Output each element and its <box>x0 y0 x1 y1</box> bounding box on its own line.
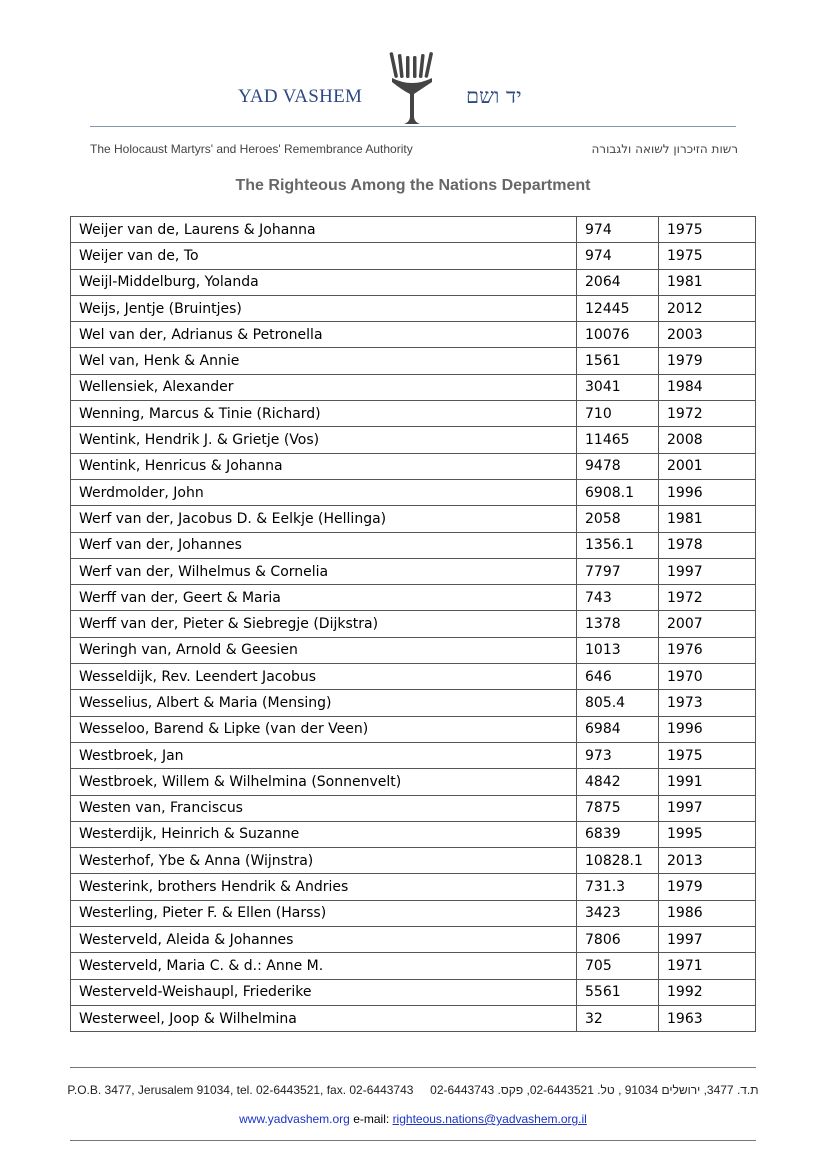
recognition-year-cell: 1972 <box>659 585 756 611</box>
recognition-year-cell: 1997 <box>659 927 756 953</box>
file-number-cell: 1378 <box>577 611 659 637</box>
table-row <box>71 953 756 979</box>
file-number-cell: 646 <box>577 664 659 690</box>
recognition-year-cell: 1996 <box>659 716 756 742</box>
honoree-name-cell: Wel van der, Adrianus & Petronella <box>71 322 577 348</box>
file-number-cell: 2064 <box>577 269 659 295</box>
table-row <box>71 374 756 400</box>
recognition-year-cell: 1984 <box>659 374 756 400</box>
authority-line <box>90 142 738 156</box>
table-row <box>71 479 756 505</box>
address-english: P.O.B. 3477, Jerusalem 91034, tel. 02-6443521, fax. 02-6443743 <box>67 1083 414 1097</box>
department-title: The Righteous Among the Nations Department <box>235 177 591 194</box>
honoree-name-cell: Werf van der, Johannes <box>71 532 577 558</box>
table-row <box>71 506 756 532</box>
honoree-name-cell: Weijer van de, To <box>71 243 577 269</box>
recognition-year-cell: 1978 <box>659 532 756 558</box>
table-row <box>71 874 756 900</box>
honoree-name-cell: Westerhof, Ybe & Anna (Wijnstra) <box>71 848 577 874</box>
table-row <box>71 1005 756 1031</box>
table-row <box>71 900 756 926</box>
file-number-cell: 9478 <box>577 453 659 479</box>
honoree-name-cell: Werdmolder, John <box>71 479 577 505</box>
recognition-year-cell: 1986 <box>659 900 756 926</box>
table-row <box>71 769 756 795</box>
footer-divider-top <box>70 1067 756 1068</box>
file-number-cell: 710 <box>577 401 659 427</box>
file-number-cell: 3041 <box>577 374 659 400</box>
recognition-year-cell: 2012 <box>659 295 756 321</box>
recognition-year-cell: 1979 <box>659 348 756 374</box>
recognition-year-cell: 1963 <box>659 1005 756 1031</box>
honoree-name-cell: Westerweel, Joop & Wilhelmina <box>71 1005 577 1031</box>
recognition-year-cell: 1973 <box>659 690 756 716</box>
file-number-cell: 4842 <box>577 769 659 795</box>
honoree-name-cell: Wesselius, Albert & Maria (Mensing) <box>71 690 577 716</box>
honoree-name-cell: Westen van, Franciscus <box>71 795 577 821</box>
recognition-year-cell: 1981 <box>659 269 756 295</box>
table-row <box>71 295 756 321</box>
righteous-table <box>70 216 756 1032</box>
honoree-name-cell: Westerling, Pieter F. & Ellen (Harss) <box>71 900 577 926</box>
brand-name-english: YAD VASHEM <box>238 86 363 107</box>
honoree-name-cell: Weijl-Middelburg, Yolanda <box>71 269 577 295</box>
table-row <box>71 821 756 847</box>
table-row <box>71 322 756 348</box>
honoree-name-cell: Westerveld, Maria C. & d.: Anne M. <box>71 953 577 979</box>
table-row <box>71 243 756 269</box>
file-number-cell: 805.4 <box>577 690 659 716</box>
honoree-name-cell: Westerveld-Weishaupl, Friederike <box>71 979 577 1005</box>
table-row <box>71 217 756 243</box>
file-number-cell: 1561 <box>577 348 659 374</box>
footer-divider-bottom <box>70 1140 756 1141</box>
footer-address <box>0 1083 826 1097</box>
honoree-name-cell: Westerdijk, Heinrich & Suzanne <box>71 821 577 847</box>
table-row <box>71 585 756 611</box>
table-row <box>71 716 756 742</box>
file-number-cell: 5561 <box>577 979 659 1005</box>
table-row <box>71 348 756 374</box>
table-row <box>71 848 756 874</box>
honoree-name-cell: Wentink, Hendrik J. & Grietje (Vos) <box>71 427 577 453</box>
website-link[interactable]: www.yadvashem.org <box>239 1112 350 1126</box>
email-link[interactable]: righteous.nations@yadvashem.org.il <box>392 1112 587 1126</box>
recognition-year-cell: 1971 <box>659 953 756 979</box>
menorah-logo-icon <box>384 50 440 130</box>
honoree-name-cell: Werff van der, Pieter & Siebregje (Dijkstra) <box>71 611 577 637</box>
file-number-cell: 974 <box>577 217 659 243</box>
file-number-cell: 705 <box>577 953 659 979</box>
table-row <box>71 795 756 821</box>
table-row <box>71 401 756 427</box>
recognition-year-cell: 1992 <box>659 979 756 1005</box>
recognition-year-cell: 2007 <box>659 611 756 637</box>
recognition-year-cell: 1970 <box>659 664 756 690</box>
honoree-name-cell: Westbroek, Jan <box>71 742 577 768</box>
table-row <box>71 269 756 295</box>
file-number-cell: 974 <box>577 243 659 269</box>
recognition-year-cell: 2008 <box>659 427 756 453</box>
recognition-year-cell: 1975 <box>659 217 756 243</box>
recognition-year-cell: 2013 <box>659 848 756 874</box>
honoree-name-cell: Weijer van de, Laurens & Johanna <box>71 217 577 243</box>
letterhead <box>0 0 826 170</box>
honoree-name-cell: Wellensiek, Alexander <box>71 374 577 400</box>
brand-name-hebrew: יד ושם <box>466 84 522 108</box>
table-body <box>71 217 756 1032</box>
authority-english: The Holocaust Martyrs' and Heroes' Remembrance Authority <box>90 142 413 156</box>
file-number-cell: 743 <box>577 585 659 611</box>
recognition-year-cell: 1979 <box>659 874 756 900</box>
file-number-cell: 731.3 <box>577 874 659 900</box>
file-number-cell: 1356.1 <box>577 532 659 558</box>
honoree-name-cell: Werf van der, Wilhelmus & Cornelia <box>71 558 577 584</box>
table-row <box>71 637 756 663</box>
table-row <box>71 453 756 479</box>
honoree-name-cell: Wentink, Henricus & Johanna <box>71 453 577 479</box>
honoree-name-cell: Wesseloo, Barend & Lipke (van der Veen) <box>71 716 577 742</box>
table-row <box>71 927 756 953</box>
honoree-name-cell: Wesseldijk, Rev. Leendert Jacobus <box>71 664 577 690</box>
recognition-year-cell: 1976 <box>659 637 756 663</box>
table-row <box>71 558 756 584</box>
header-divider <box>90 126 736 127</box>
table-row <box>71 979 756 1005</box>
table-row <box>71 611 756 637</box>
honoree-name-cell: Weijs, Jentje (Bruintjes) <box>71 295 577 321</box>
recognition-year-cell: 2001 <box>659 453 756 479</box>
file-number-cell: 6984 <box>577 716 659 742</box>
table-row <box>71 742 756 768</box>
recognition-year-cell: 2003 <box>659 322 756 348</box>
file-number-cell: 6839 <box>577 821 659 847</box>
table-row <box>71 532 756 558</box>
honoree-name-cell: Westerveld, Aleida & Johannes <box>71 927 577 953</box>
recognition-year-cell: 1996 <box>659 479 756 505</box>
file-number-cell: 32 <box>577 1005 659 1031</box>
recognition-year-cell: 1995 <box>659 821 756 847</box>
file-number-cell: 7806 <box>577 927 659 953</box>
recognition-year-cell: 1972 <box>659 401 756 427</box>
honoree-name-cell: Weringh van, Arnold & Geesien <box>71 637 577 663</box>
honoree-name-cell: Werff van der, Geert & Maria <box>71 585 577 611</box>
recognition-year-cell: 1975 <box>659 742 756 768</box>
address-hebrew: ת.ד. 3477, ירושלים 91034 , טל. 02-6443521, פקס. 02-6443743 <box>430 1083 759 1097</box>
table-row <box>71 690 756 716</box>
file-number-cell: 11465 <box>577 427 659 453</box>
authority-hebrew: רשות הזיכרון לשואה ולגבורה <box>591 142 738 156</box>
recognition-year-cell: 1991 <box>659 769 756 795</box>
file-number-cell: 10076 <box>577 322 659 348</box>
recognition-year-cell: 1997 <box>659 558 756 584</box>
email-label: e-mail: <box>353 1112 390 1126</box>
file-number-cell: 12445 <box>577 295 659 321</box>
honoree-name-cell: Werf van der, Jacobus D. & Eelkje (Hellinga) <box>71 506 577 532</box>
file-number-cell: 973 <box>577 742 659 768</box>
table-row <box>71 664 756 690</box>
honoree-name-cell: Westbroek, Willem & Wilhelmina (Sonnenvelt) <box>71 769 577 795</box>
honoree-name-cell: Wel van, Henk & Annie <box>71 348 577 374</box>
file-number-cell: 2058 <box>577 506 659 532</box>
recognition-year-cell: 1975 <box>659 243 756 269</box>
table-row <box>71 427 756 453</box>
recognition-year-cell: 1981 <box>659 506 756 532</box>
honoree-name-cell: Wenning, Marcus & Tinie (Richard) <box>71 401 577 427</box>
file-number-cell: 6908.1 <box>577 479 659 505</box>
file-number-cell: 3423 <box>577 900 659 926</box>
file-number-cell: 1013 <box>577 637 659 663</box>
file-number-cell: 7875 <box>577 795 659 821</box>
file-number-cell: 10828.1 <box>577 848 659 874</box>
recognition-year-cell: 1997 <box>659 795 756 821</box>
footer-contact <box>0 1112 826 1126</box>
file-number-cell: 7797 <box>577 558 659 584</box>
honoree-name-cell: Westerink, brothers Hendrik & Andries <box>71 874 577 900</box>
